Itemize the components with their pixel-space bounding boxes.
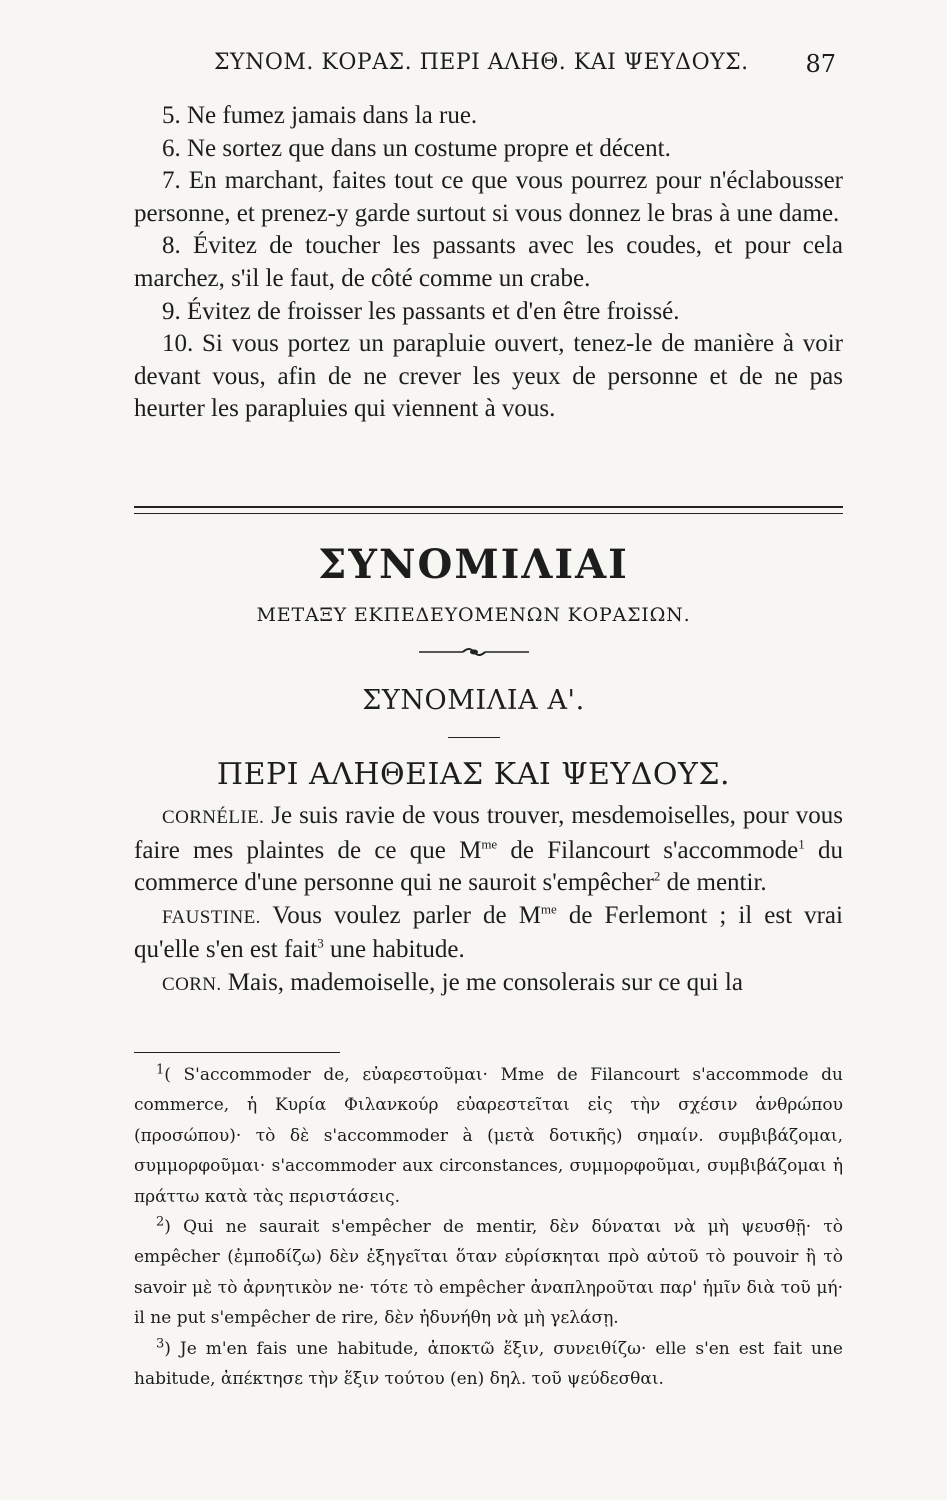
running-head-title: ΣΥΝΟΜ. ΚΟΡΑΣ. ΠΕΡΙ ΑΛΗΘ. ΚΑΙ ΨΕΥΔΟΥΣ.: [214, 50, 749, 75]
subtitle: ΜΕΤΑΞΥ ΕΚΠΕΔΕΥΟΜΕΝΩΝ ΚΟΡΑΣΙΩΝ.: [256, 604, 691, 626]
rule-item: 6. Ne sortez que dans un costume propre et décent.: [162, 134, 671, 162]
footnote-ref: 3: [317, 936, 324, 952]
footnote: $^3$) Je m'en fais une habitude, ἀποκτῶ ἕξιν, συνειθίζω· elle s'en est fait une habitude, ἀπέκτησε τὴν ἕξιν τούτου (en) δηλ. τοῦ ψεύδεσθαι.: [134, 1336, 843, 1390]
footnote-mark: 3: [156, 1336, 165, 1351]
topic-title: ΠΕΡΙ ΑΛΗΘΕΙΑΣ ΚΑΙ ΨΕΥΔΟΥΣ.: [216, 757, 731, 792]
rule-item: 10. Si vous portez un parapluie ouvert, tenez-le de manière à voir devant vous, afin de ne crever les yeux de personne et de ne pas heurter les parapluies qui viennent à vous.: [134, 330, 843, 423]
footnote: $^2$) Qui ne saurait s'empêcher de mentir, δὲν δύναται νὰ μὴ ψευσθῇ· τὸ empêcher (ἐμποδίζω) δὲν ἐξηγεῖται ὅταν εὑρίσκηται πρὸ αὐτοῦ τὸ pouvoir ἢ τὸ savoir μὲ τὸ ἀρνητικὸν ne· τότε τὸ empêcher ἀναπληροῦται παρ' ἡμῖν διὰ τοῦ μή· il ne put s'empêcher de rire, δὲν ἠδυνήθη νὰ μὴ γελάσῃ.: [134, 1214, 843, 1329]
speaker-name: FAUSTINE.: [162, 906, 261, 928]
rule-item: 9. Évitez de froisser les passants et d'en être froissé.: [162, 297, 680, 325]
footnote-mark: 1: [156, 1062, 165, 1078]
dialogue-line: FAUSTINE. Vous voulez parler de $M^{me}$ de Ferlemont ; il est vrai qu'elle s'en est fait$^3$ une habitude.: [134, 901, 843, 964]
footnote-rule: [134, 1052, 340, 1053]
rules-list: [134, 100, 843, 426]
ornament-rule-icon: [419, 642, 529, 662]
running-head: [214, 50, 836, 84]
page-number: 87: [805, 50, 836, 78]
rule-item: 8. Évitez de toucher les passants avec les coudes, et pour cela marchez, s'il le faut, de côté comme un crabe.: [134, 232, 843, 292]
footnote-mark: 2: [156, 1214, 165, 1230]
dialogue-line: CORNÉLIE. Je suis ravie de vous trouver, mesdemoiselles, pour vous faire mes plaintes de ce que $M^{me}$ de Filancourt s'accommode$^1$ du commerce d'une personne qui ne sauroit s'empêcher$^2$ de mentir.: [134, 802, 843, 897]
footnotes: [134, 1060, 843, 1394]
dialogue-line: CORN. Mais, mademoiselle, je me consolerais sur ce qui la: [162, 968, 743, 996]
footnote: $^1$( S'accommoder de, εὐαρεστοῦμαι· Mme de Filancourt s'accommode du commerce, ἡ Κυρία Φιλανκούρ εὐαρεστεῖται εἰς τὴν σχέσιν ἀνθρώπου (προσώπου)· τὸ δὲ s'accommoder à (μετὰ δοτικῆς) σημαίν. συμβιβάζομαι, συμμορφοῦμαι· s'accommoder aux circonstances, συμμορφοῦμαι, συμβιβάζομαι ἡ πράττω κατὰ τὰς περιστάσεις.: [134, 1062, 843, 1207]
footnote-ref: 2: [653, 868, 661, 884]
speaker-name: CORN.: [162, 973, 222, 995]
section-divider: [134, 506, 843, 514]
dialogue: [134, 800, 843, 1002]
speaker-name: CORNÉLIE.: [162, 807, 265, 828]
main-title: ΣΥΝΟΜΙΛΙΑΙ: [318, 541, 629, 588]
footnote-ref: 1: [798, 836, 805, 852]
rule-item: 5. Ne fumez jamais dans la rue.: [162, 102, 478, 129]
section-title: ΣΥΝΟΜΙΛΙΑ Α'.: [362, 685, 585, 716]
rule-item: 7. En marchant, faites tout ce que vous pourrez pour n'éclabousser personne, et prenez-y garde surtout si vous donnez le bras à une dame.: [134, 167, 843, 227]
short-rule: [448, 737, 500, 738]
